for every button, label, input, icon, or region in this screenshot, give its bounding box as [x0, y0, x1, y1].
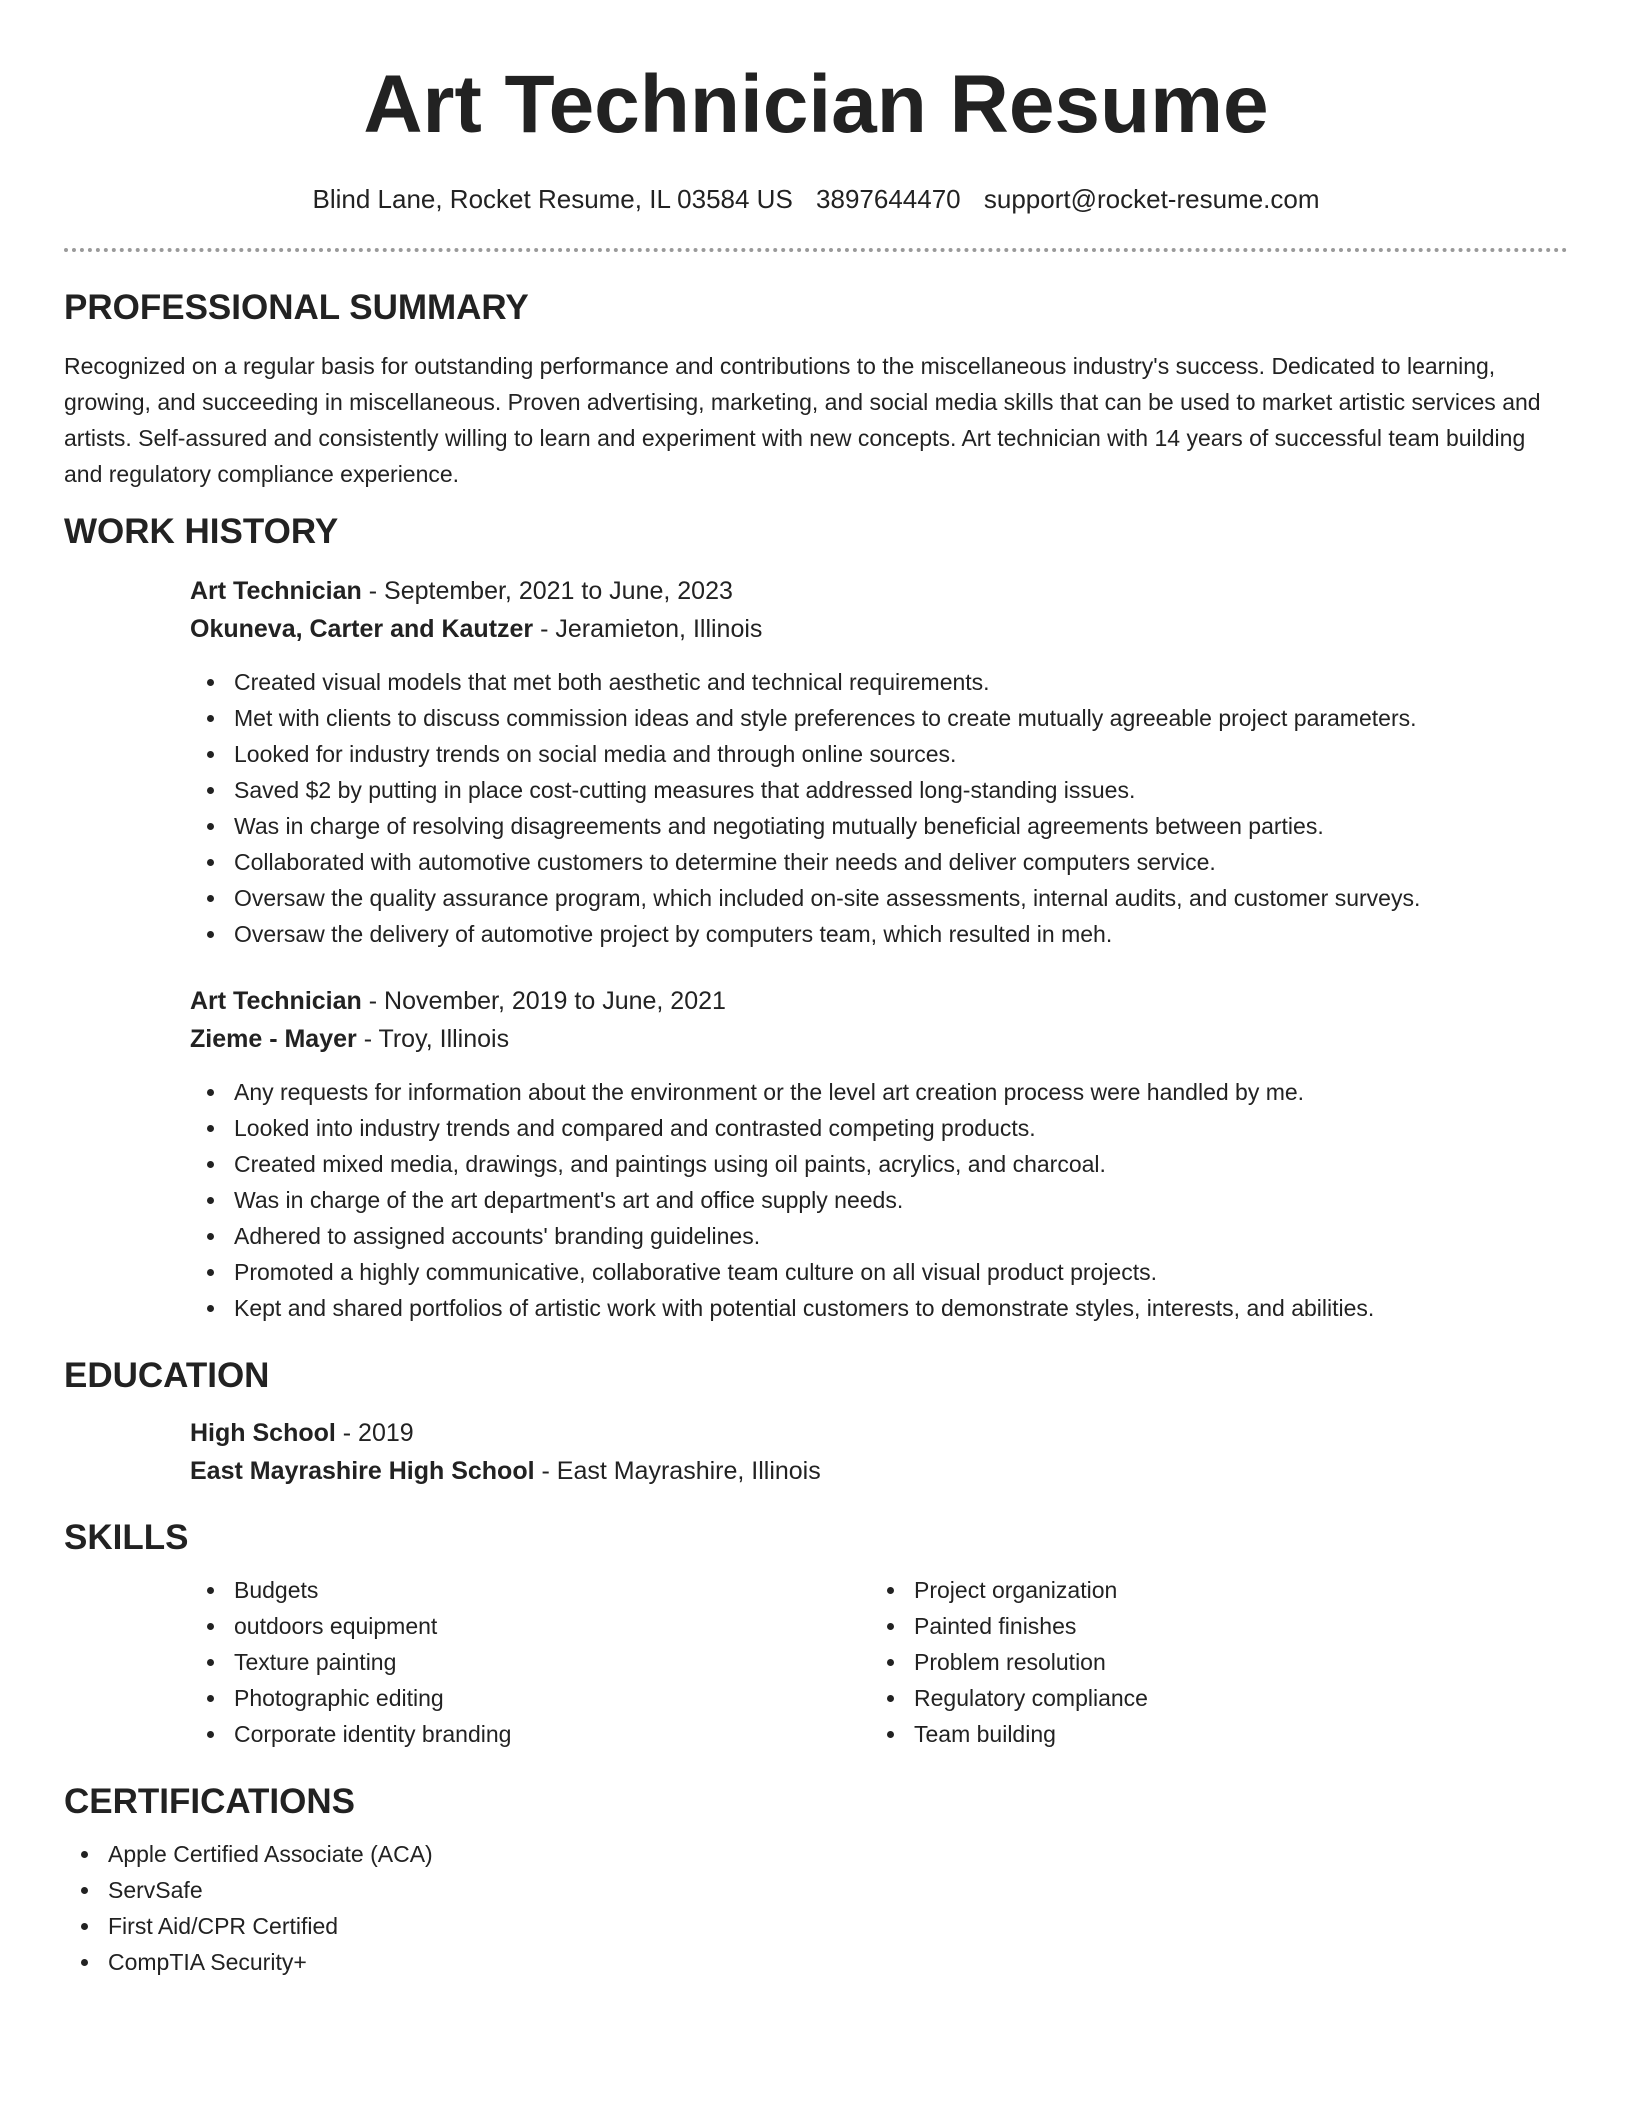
list-item: Apple Certified Associate (ACA) [64, 1836, 1568, 1872]
list-item: Looked for industry trends on social media and through online sources. [190, 736, 1568, 772]
job-location: - Troy, Illinois [356, 1025, 510, 1053]
job-company: Okuneva, Carter and Kautzer [190, 615, 534, 643]
summary-section [64, 286, 1568, 492]
job-entry [190, 982, 1568, 1326]
list-item: Looked into industry trends and compared and contrasted competing products. [190, 1110, 1568, 1146]
skills-right-column [870, 1572, 1550, 1752]
list-item: Kept and shared portfolios of artistic work with potential customers to demonstrate styles, interests, and abilities. [190, 1290, 1568, 1326]
list-item: Oversaw the delivery of automotive project by computers team, which resulted in meh. [190, 916, 1568, 952]
certifications-list [64, 1836, 1568, 1980]
job-title-line [190, 982, 1568, 1020]
list-item: Team building [870, 1716, 1550, 1752]
education-school: East Mayrashire High School [190, 1457, 535, 1485]
education-school-line [190, 1452, 1568, 1490]
job-location: - Jeramieton, Illinois [533, 615, 763, 643]
contact-line [64, 182, 1568, 216]
list-item: Project organization [870, 1572, 1550, 1608]
contact-email: support@rocket-resume.com [983, 184, 1320, 214]
job-dates: - September, 2021 to June, 2023 [361, 577, 733, 605]
summary-heading: PROFESSIONAL SUMMARY [64, 288, 529, 327]
list-item: CompTIA Security+ [64, 1944, 1568, 1980]
list-item: Collaborated with automotive customers to determine their needs and deliver computers service. [190, 844, 1568, 880]
list-item: Created visual models that met both aesthetic and technical requirements. [190, 664, 1568, 700]
job-company: Zieme - Mayer [190, 1025, 357, 1053]
skills-grid [190, 1572, 1568, 1752]
job-company-line [190, 610, 1568, 648]
list-item: Met with clients to discuss commission ideas and style preferences to create mutually agreeable project parameters. [190, 700, 1568, 736]
resume-page [64, 0, 1568, 1980]
education-location: - East Mayrashire, Illinois [534, 1457, 821, 1485]
list-item: Oversaw the quality assurance program, which included on-site assessments, internal audits, and customer surveys. [190, 880, 1568, 916]
job-role: Art Technician [190, 987, 362, 1015]
skills-section [64, 1516, 1568, 1752]
education-section [64, 1354, 1568, 1490]
list-item: Adhered to assigned accounts' branding guidelines. [190, 1218, 1568, 1254]
list-item: Photographic editing [190, 1680, 870, 1716]
job-title-line [190, 572, 1568, 610]
education-year: - 2019 [335, 1419, 414, 1447]
list-item: ServSafe [64, 1872, 1568, 1908]
list-item: Budgets [190, 1572, 870, 1608]
job-entry [190, 572, 1568, 952]
list-item: Promoted a highly communicative, collaborative team culture on all visual product projects. [190, 1254, 1568, 1290]
list-item: Created mixed media, drawings, and paintings using oil paints, acrylics, and charcoal. [190, 1146, 1568, 1182]
work-history-heading: WORK HISTORY [64, 512, 339, 551]
education-heading: EDUCATION [64, 1356, 270, 1395]
list-item: Saved $2 by putting in place cost-cutting measures that addressed long-standing issues. [190, 772, 1568, 808]
list-item: outdoors equipment [190, 1608, 870, 1644]
list-item: First Aid/CPR Certified [64, 1908, 1568, 1944]
list-item: Texture painting [190, 1644, 870, 1680]
skills-left-column [190, 1572, 870, 1752]
contact-phone: 3897644470 [816, 184, 961, 214]
education-degree-line [190, 1414, 1568, 1452]
list-item: Painted finishes [870, 1608, 1550, 1644]
list-item: Was in charge of resolving disagreements and negotiating mutually beneficial agreements between parties. [190, 808, 1568, 844]
skills-heading: SKILLS [64, 1518, 189, 1557]
job-company-line [190, 1020, 1568, 1058]
header-divider [64, 248, 1568, 252]
education-entry [190, 1414, 1568, 1490]
contact-address: Blind Lane, Rocket Resume, IL 03584 US [312, 184, 793, 214]
resume-title: Art Technician Resume [363, 59, 1269, 150]
education-degree: High School [190, 1419, 336, 1447]
job-bullets [190, 1074, 1568, 1326]
list-item: Corporate identity branding [190, 1716, 870, 1752]
job-bullets [190, 664, 1568, 952]
list-item: Was in charge of the art department's art and office supply needs. [190, 1182, 1568, 1218]
summary-text: Recognized on a regular basis for outstanding performance and contributions to the miscellaneous industry's success. Dedicated to learning, growing, and succeeding in miscellaneous. Proven advertising, marketing, and social media skills that can be used to market artistic services and artists. Self-assured and consistently willing to learn and experiment with new concepts. Art technician with 14 years of successful team building and regulatory compliance experience. [64, 353, 1541, 487]
certifications-section [64, 1780, 1568, 1980]
job-role: Art Technician [190, 577, 362, 605]
job-dates: - November, 2019 to June, 2021 [361, 987, 726, 1015]
list-item: Problem resolution [870, 1644, 1550, 1680]
list-item: Any requests for information about the environment or the level art creation process were handled by me. [190, 1074, 1568, 1110]
list-item: Regulatory compliance [870, 1680, 1550, 1716]
work-history-section [64, 510, 1568, 1326]
certifications-heading: CERTIFICATIONS [64, 1782, 356, 1821]
